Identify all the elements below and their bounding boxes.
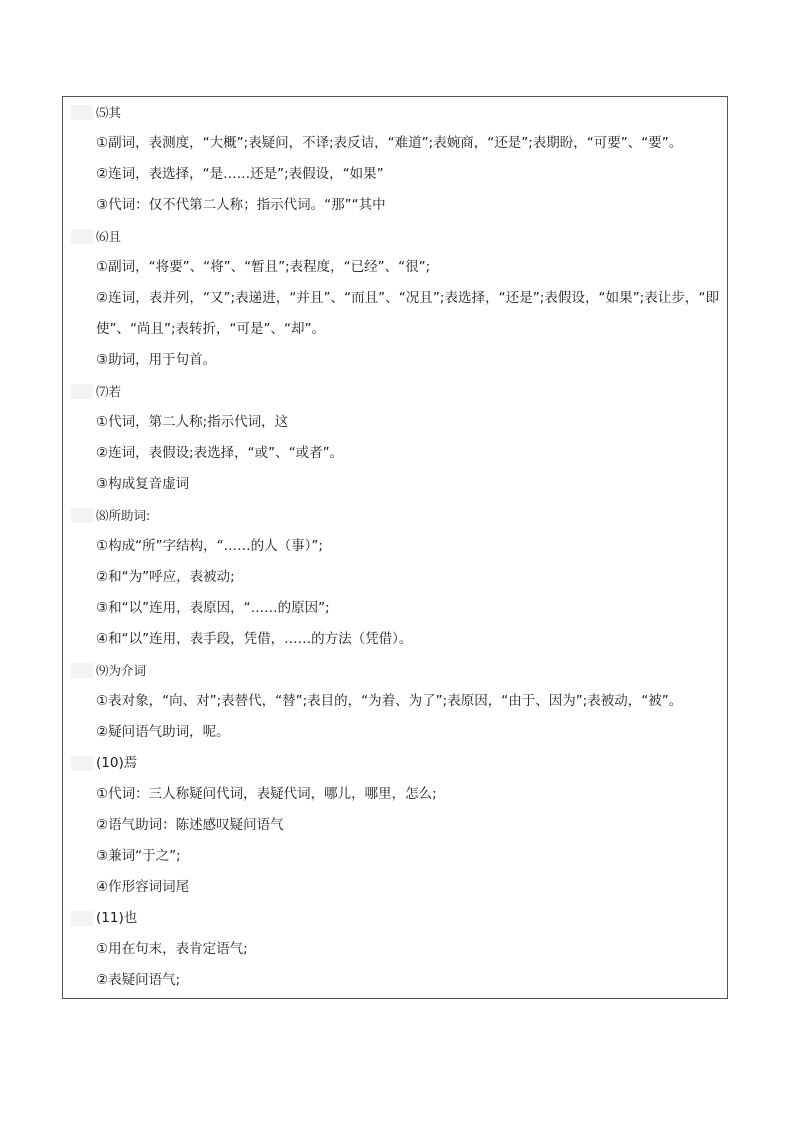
list-item: ③和“以”连用，表原因，“……的原因”;: [96, 600, 330, 616]
list-item: ③代词：仅不代第二人称；指示代词。“那”“其中: [96, 197, 386, 213]
list-item: ②连词，表并列，“又”;表递进，“并且”、“而且”、“况且”;表选择，“还是”;表假设，“如果”;表让步，“即使”、“尚且”;表转折，“可是”、“却”。: [96, 290, 719, 337]
heading-marker: [71, 105, 93, 120]
list-item: ①副词，表测度，“大概”;表疑问，不译;表反诘，“难道”;表婉商，“还是”;表期盼，“可要”、“要”。: [96, 135, 683, 151]
list-item: ②和“为”呼应，表被动;: [96, 569, 235, 585]
heading-text: ⑸其: [96, 105, 122, 120]
heading-marker: [71, 911, 93, 926]
heading-marker: [71, 508, 93, 523]
section-heading-qi: [63, 97, 727, 128]
heading-text: (10)焉: [96, 755, 138, 771]
heading-marker: [71, 663, 93, 678]
list-item: ③兼词“于之”;: [96, 848, 181, 864]
section-heading-yan: [63, 748, 727, 779]
list-item: ①代词：三人称疑问代词，表疑代词，哪儿，哪里，怎么;: [96, 786, 437, 802]
section-heading-qie: [63, 221, 727, 252]
list-item: ②表疑问语气;: [96, 972, 181, 988]
content-table-cell: [62, 96, 728, 999]
list-item: ①副词，“将要”、“将”、“暂且”;表程度，“已经”、“很”;: [96, 259, 431, 275]
list-item: ①代词，第二人称;指示代词，这: [96, 414, 289, 430]
list-item: ①用在句末，表肯定语气;: [96, 941, 248, 957]
heading-marker: [71, 229, 93, 244]
heading-marker: [71, 384, 93, 399]
list-item: ②疑问语气助词，呢。: [96, 724, 230, 740]
heading-text: ⑼为介词: [96, 663, 147, 678]
list-item: ①构成“所”字结构，“……的人（事）”;: [96, 538, 323, 554]
list-item: ②语气助词：陈述感叹疑问语气: [96, 817, 284, 833]
list-item: ③助词，用于句首。: [96, 352, 217, 368]
heading-text: ⑹且: [96, 229, 122, 244]
list-item: ④作形容词词尾: [96, 879, 190, 895]
list-item: ③构成复音虚词: [96, 476, 190, 492]
section-heading-ye: [63, 903, 727, 934]
list-item: ②连词，表假设;表选择，“或”、“或者”。: [96, 445, 344, 461]
heading-marker: [71, 756, 93, 771]
section-heading-ruo: [63, 376, 727, 407]
heading-text: ⑺若: [96, 384, 122, 399]
heading-text: (11)也: [96, 910, 138, 926]
list-item: ①表对象，“向、对”;表替代，“替”;表目的，“为着、为了”;表原因，“由于、因为”;表被动，“被”。: [96, 693, 683, 709]
heading-text: ⑻所助词:: [96, 508, 151, 523]
section-heading-suo: [63, 500, 727, 531]
list-item: ④和“以”连用，表手段，凭借，……的方法（凭借）。: [96, 631, 413, 647]
section-heading-wei: [63, 655, 727, 686]
list-item: ②连词，表选择，“是……还是”;表假设，“如果”: [96, 166, 384, 182]
